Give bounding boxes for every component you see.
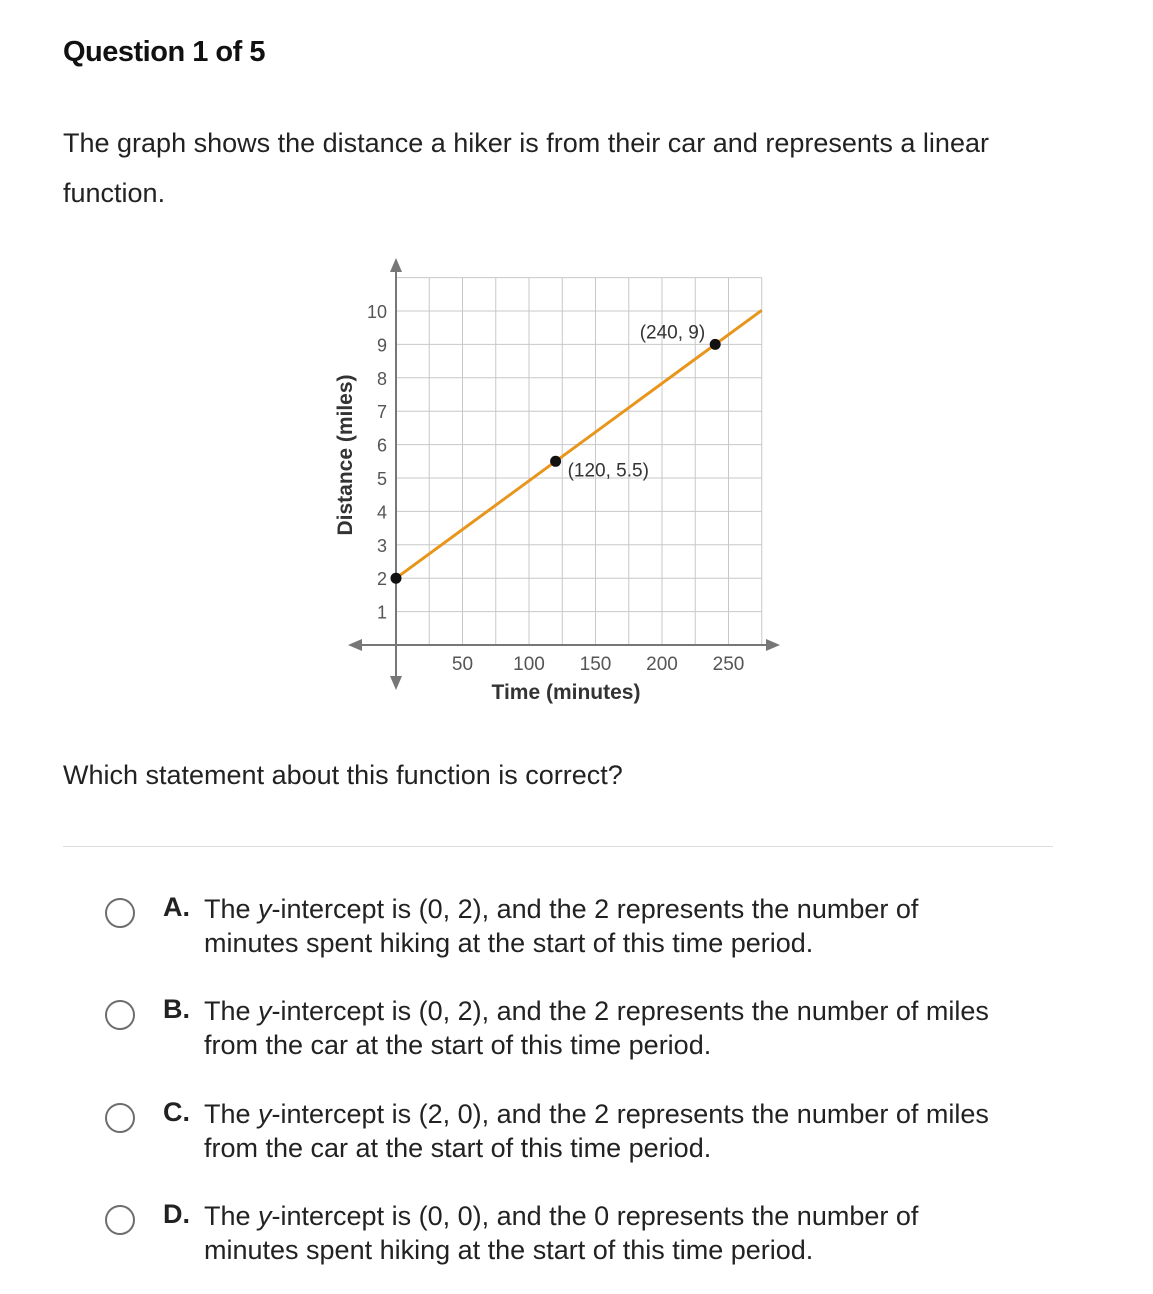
y-tick-label: 1: [376, 602, 387, 623]
choice-letter: B.: [163, 994, 190, 1024]
data-point: [710, 339, 721, 350]
x-axis-label: Time (minutes): [491, 681, 641, 704]
data-point: [391, 573, 402, 584]
choice-a[interactable]: [105, 892, 1065, 978]
axes: [348, 258, 780, 690]
x-axis-arrow-left: [348, 639, 362, 651]
radio-icon[interactable]: [105, 1000, 135, 1030]
choice-b[interactable]: [105, 994, 1065, 1080]
choice-letter: A.: [163, 892, 190, 922]
radio-icon[interactable]: [105, 1103, 135, 1133]
x-tick-label: 50: [451, 654, 474, 675]
question-header: Question 1 of 5: [63, 36, 265, 68]
x-tick-label: 150: [579, 654, 612, 675]
radio-icon[interactable]: [105, 898, 135, 928]
question-prompt: The graph shows the distance a hiker is from their car and represents a linear function.: [63, 128, 989, 208]
data-label: (120, 5.5): [567, 460, 649, 482]
y-tick-label: 2: [376, 569, 387, 590]
y-axis-arrow-down: [390, 676, 402, 690]
distance-time-graph: [320, 250, 800, 710]
choice-text: The y-intercept is (0, 0), and the 0 represents the number of minutes spent hiking at the start of this time period.: [204, 1201, 919, 1265]
choice-letter: C.: [163, 1097, 190, 1127]
y-tick-label: 3: [376, 535, 387, 556]
question-stem: Which statement about this function is correct?: [63, 760, 623, 790]
x-tick-label: 200: [646, 654, 678, 675]
choice-text: The y-intercept is (0, 2), and the 2 represents the number of miles from the car at the start of this time period.: [204, 996, 989, 1060]
data-point: [550, 456, 561, 467]
y-axis-label: Distance (miles): [334, 374, 357, 536]
choice-text: The y-intercept is (0, 2), and the 2 represents the number of minutes spent hiking at the start of this time period.: [204, 894, 919, 958]
radio-icon[interactable]: [105, 1205, 135, 1235]
y-tick-label: 7: [376, 402, 387, 423]
data-label: (240, 9): [639, 322, 706, 344]
divider: [63, 846, 1053, 847]
y-tick-label: 4: [376, 502, 387, 523]
choice-c[interactable]: [105, 1097, 1065, 1183]
y-axis-arrow-up: [390, 258, 402, 272]
y-tick-label: 10: [366, 302, 387, 322]
y-tick-label: 9: [376, 335, 387, 356]
choice-text: The y-intercept is (2, 0), and the 2 represents the number of miles from the car at the start of this time period.: [204, 1099, 989, 1163]
choice-letter: D.: [163, 1199, 190, 1229]
x-axis-arrow-right: [766, 639, 780, 651]
y-tick-label: 8: [376, 368, 387, 389]
y-tick-label: 6: [376, 435, 387, 456]
tick-labels: [367, 302, 744, 675]
y-tick-label: 5: [376, 469, 387, 489]
x-tick-label: 100: [513, 654, 545, 675]
x-tick-label: 250: [712, 654, 745, 675]
choice-d[interactable]: [105, 1199, 1065, 1285]
